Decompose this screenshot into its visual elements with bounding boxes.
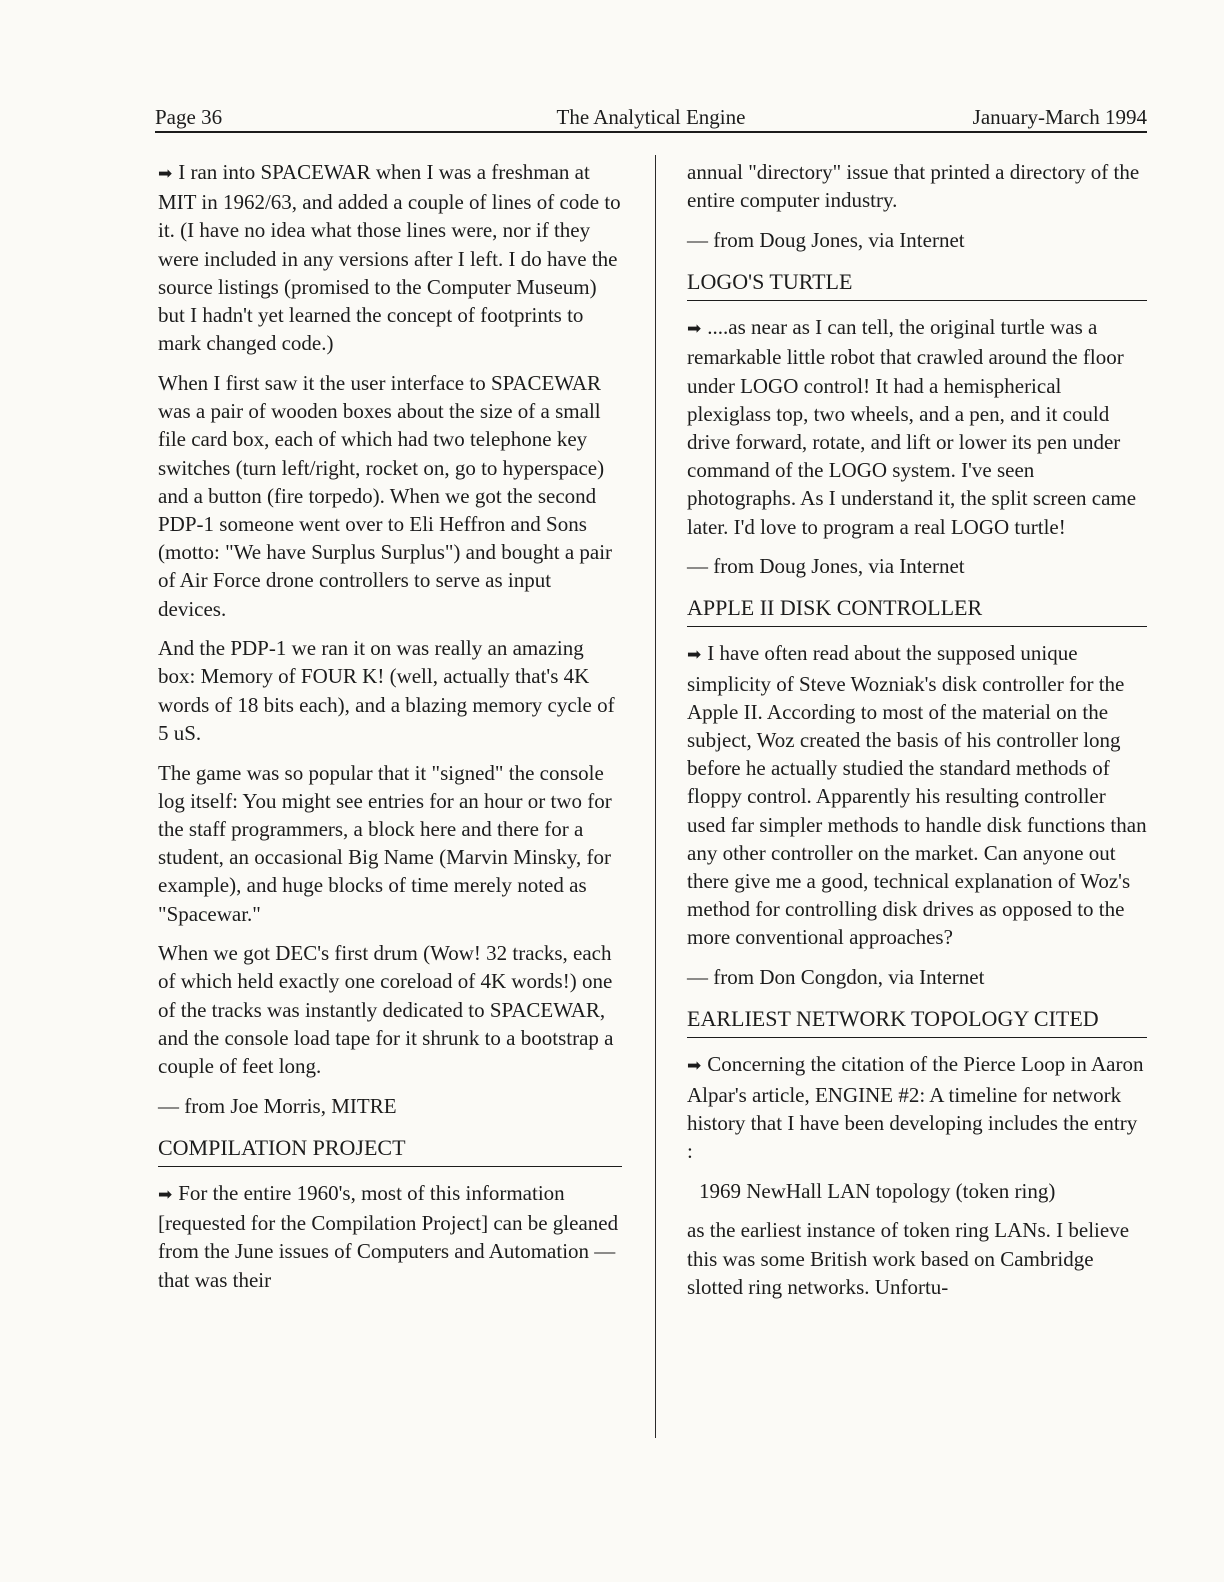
compilation-continuation: annual "directory" issue that printed a directory of the entire computer industry. <box>687 160 1140 213</box>
left-column <box>158 158 622 1305</box>
section-heading-apple: APPLE II DISK CONTROLLER <box>687 594 1147 627</box>
spacewar-letter-p1: ➡ I ran into SPACEWAR when I was a freshman at MIT in 1962/63, and added a couple of lines of code to it. (I have no idea what those lines were, nor if they were included in any versions after I left. I do have the source listings (promised to the Computer Museum) but I hadn't yet learned the concept of footprints to mark changed code.) <box>158 160 621 356</box>
spacewar-letter-p5: When we got DEC's first drum (Wow! 32 tracks, each of which held exactly one coreload of 4K words!) one of the tracks was instantly dedicated to SPACEWAR, and the console load tape for it shrunk to a bootstrap a couple of feet long. <box>158 941 614 1079</box>
publication-title: The Analytical Engine <box>556 105 746 129</box>
logo-attribution: — from Doug Jones, via Internet <box>687 554 965 579</box>
right-arrow-icon: ➡ <box>158 164 173 184</box>
right-arrow-icon: ➡ <box>687 319 702 340</box>
section-heading-compilation: COMPILATION PROJECT <box>158 1134 622 1167</box>
right-column <box>687 158 1147 1313</box>
issue-date: January-March 1994 <box>972 105 1147 129</box>
section-heading-network: EARLIEST NETWORK TOPOLOGY CITED <box>687 1005 1147 1038</box>
right-arrow-icon: ➡ <box>158 1185 173 1205</box>
network-letter-p1: ➡ Concerning the citation of the Pierce Loop in Aaron Alpar's article, ENGINE #2: A timeline for network history that I have been developing includes the entry : <box>687 1052 1144 1163</box>
page-number: Page 36 <box>155 105 223 129</box>
apple-letter-p1: ➡ I have often read about the supposed unique simplicity of Steve Wozniak's disk controller for the Apple II. According to most of the material on the subject, Woz created the basis of his controller long before he actually studied the standard methods of floppy control. Apparently his resulting controller used far simpler methods to handle disk functions than any other controller on the market. Can anyone out there give me a good, technical explanation of Woz's method for controlling disk drives as opposed to the more conventional approaches? <box>687 641 1147 950</box>
section-heading-logo: LOGO'S TURTLE <box>687 268 1147 301</box>
spacewar-letter-p4: The game was so popular that it "signed" the console log itself: You might see entries for an hour or two for the staff programmers, a block here and there for a student, an occasional Big Name (Marvin Minsky, for example), and huge blocks of time merely noted as "Spacewar." <box>158 760 612 926</box>
right-arrow-icon: ➡ <box>687 1056 702 1077</box>
network-timeline-entry: 1969 NewHall LAN topology (token ring) <box>699 1178 1056 1203</box>
right-arrow-icon: ➡ <box>687 645 702 666</box>
header-rule <box>155 131 1147 133</box>
compilation-attribution: — from Doug Jones, via Internet <box>687 227 965 252</box>
spacewar-attribution: — from Joe Morris, MITRE <box>158 1093 397 1118</box>
compilation-letter-p1: ➡ For the entire 1960's, most of this information [requested for the Compilation Project] can be gleaned from the June issues of Computers and Automation — that was their <box>158 1181 619 1292</box>
network-letter-p2: as the earliest instance of token ring LANs. I believe this was some British work based on Cambridge slotted ring networks. Unfortu- <box>687 1218 1130 1299</box>
apple-attribution: — from Don Congdon, via Internet <box>687 965 985 990</box>
logo-letter-p1: ➡ ....as near as I can tell, the original turtle was a remarkable little robot that crawled around the floor under LOGO control! It had a hemispherical plexiglass top, two wheels, and a pen, and it could drive forward, rotate, and lift or lower its pen under command of the LOGO system. I've seen photographs. As I understand it, the split screen came later. I'd love to program a real LOGO turtle! <box>687 315 1137 539</box>
spacewar-letter-p2: When I first saw it the user interface to SPACEWAR was a pair of wooden boxes about the size of a small file card box, each of which had two telephone key switches (turn left/right, rocket on, go to hyperspace) and a button (fire torpedo). When we got the second PDP-1 someone went over to Eli Heffron and Sons (motto: "We have Surplus Surplus") and bought a pair of Air Force drone controllers to serve as input devices. <box>158 370 613 621</box>
spacewar-letter-p3: And the PDP-1 we ran it on was really an amazing box: Memory of FOUR K! (well, actually that's 4K words of 18 bits each), and a blazing memory cycle of 5 uS. <box>158 636 615 745</box>
running-header <box>155 104 1147 130</box>
column-divider <box>655 155 656 1438</box>
